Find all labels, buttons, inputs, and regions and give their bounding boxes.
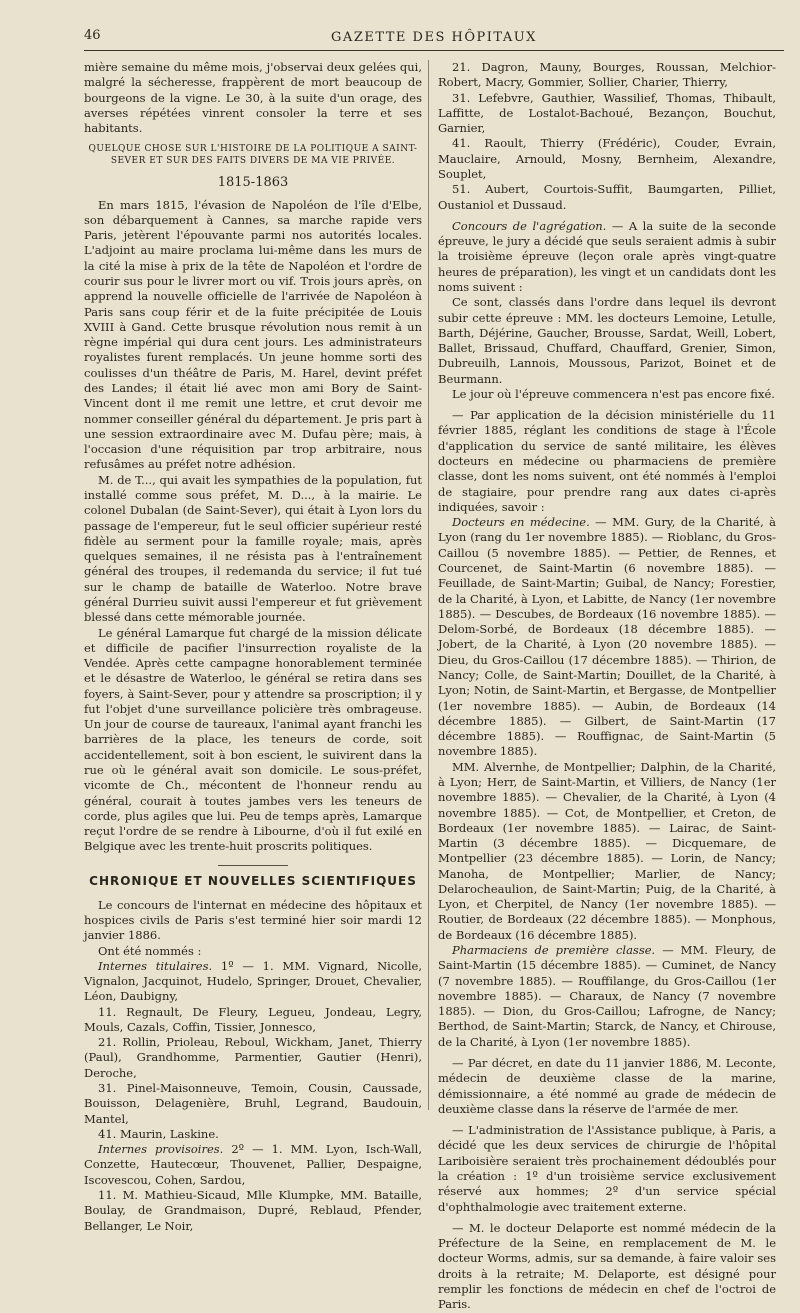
news-text: — MM. Gury, de la Charité, à Lyon (rang du 1er novembre 1885). — Rioblanc, du Gros-Caillou (5 novembre 1885). — Pettier, de Rennes, et Courcenet, de Saint-Martin (6 novembre 1885). — Feuillade, de Saint-Martin; Guibal, de Nancy; Forestier, de la Charité, à Lyon, et Labitte, de Nancy (1er novembre 1885). — Descubes, de Bordeaux (16 novembre 1885). — Delom-Sorbé, de Bordeaux (18 décembre 1885). — Jobert, de la Charité, à Lyon (20 novembre 1885). — Dieu, du Gros-Caillou (17 décembre 1885). — Thirion, de Nancy; Colle, de Saint-Martin; Douillet, de la Charité, à Lyon; Notin, de Saint-Martin, et Bergasse, de Montpellier (1er novembre 1885). — Aubin, de Bordeaux (14 décembre 1885). — Gilbert, de Saint-Martin (17 décembre 1885). — Rouffignac, de Saint-Martin (5 novembre 1885). <box>438 515 776 759</box>
right-column <box>438 60 776 1312</box>
news-item: — L'administration de l'Assistance publique, à Paris, a décidé que les deux services de chirurgie de l'hôpital Lariboisière seraient très prochainement dédoublés pour la création : 1º d'un troisième service exclusivement réservé aux hommes; 2º d'un service spécial d'ophthalmologie avec traitement externe. <box>438 1123 776 1214</box>
list-entry: 21. Rollin, Prioleau, Reboul, Wickham, Janet, Thierry (Paul), Grandhomme, Parmentier, Gautier (Henri), Deroche, <box>84 1035 422 1080</box>
list-entry: 11. Regnault, De Fleury, Legueu, Jondeau, Legry, Mouls, Cazals, Coffin, Tissier, Jonnesco, <box>84 1004 422 1034</box>
journal-title: GAZETTE DES HÔPITAUX <box>331 30 537 45</box>
column-rule <box>428 60 429 1110</box>
paragraph: M. de T..., qui avait les sympathies de la population, fut installé comme sous préfet, M. D..., à la mairie. Le colonel Dubalan (de Saint-Sever), qui était à Lyon lors du passage de l'empereur, fut le seul officier supérieur resté fidèle au serment pour la famille royale; mais, après quelques semaines, il ne résista pas à l'entraînement général des troupes, il redemanda du service; il fut tué sur le champ de bataille de Waterloo. Notre brave général Durrieu suivit aussi l'empereur et fut grièvement blessé dans cette mémorable journée. <box>84 472 422 625</box>
section-years: 1815-1863 <box>217 175 289 191</box>
news-item: — M. le docteur Delaporte est nommé médecin de la Préfecture de la Seine, en remplacement de M. le docteur Worms, admis, sur sa demande, à faire valoir ses droits à la retraite; M. Delaporte, est désigné pour remplir les fonctions de médecin en chef de l'octroi de Paris. <box>438 1220 776 1312</box>
list-entry <box>84 959 422 1005</box>
left-column <box>84 60 423 1233</box>
list-entry: 31. Lefebvre, Gauthier, Wassilief, Thomas, Thibault, Laffitte, de Lostalot-Bachoué, Bezançon, Bouchut, Garnier, <box>438 90 776 136</box>
list-entry: 31. Pinel-Maisonneuve, Temoin, Cousin, Caussade, Bouisson, Delagenière, Bruhl, Legrand, Baudouin, Mantel, <box>84 1081 422 1126</box>
news-text: — MM. Fleury, de Saint-Martin (15 décembre 1885). — Cuminet, de Nancy (7 novembre 1885). — Rouffilange, du Gros-Caillou (1er novembre 1885). — Charaux, de Nancy (7 novembre 1885). — Dion, du Gros-Caillou; Lafrogne, de Nancy; Berthod, de Saint-Martin; Starck, de Nancy, et Chirouse, de la Charité, à Lyon (1er novembre 1885). <box>438 943 776 1049</box>
news-item: — Par décret, en date du 11 janvier 1886, M. Leconte, médecin de deuxième classe de la marine, démissionnaire, a été nommé au grade de médecin de deuxième classe dans la réserve de l'armée de mer. <box>438 1056 776 1116</box>
news-text: — A la suite de la seconde épreuve, le jury a décidé que seuls seraient admis à subir la troisième épreuve (leçon orale après vingt-quatre heures de préparation), les vingt et un candidats dont les noms suivent : <box>438 218 776 294</box>
section-divider <box>218 865 288 866</box>
chronique-heading: CHRONIQUE ET NOUVELLES SCIENTIFIQUES <box>89 873 417 888</box>
paragraph: En mars 1815, l'évasion de Napoléon de l'île d'Elbe, son débarquement à Cannes, sa marche rapide vers Paris, jetèrent l'épouvante parmi nos autorités locales. L'adjoint au maire proclama lui-même dans les murs de la cité la mise à prix de la tête de Napoléon et l'ordre de courir sus pour le livrer mort ou vif. Trois jours après, on apprend la nouvelle officielle de l'arrivée de Napoléon à Paris sans coup férir et de la fuite précipitée de Louis XVIII à Gand. Cette brusque révolution nous remit à un règne impérial qui dura cent jours. Les administrateurs royalistes furent remplacés. Un jeune homme sorti des coulisses d'un théâtre de Paris, M. Harel, devint préfet des Landes; il était lié avec mon ami Bory de Saint-Vincent dont il me remit une lettre, et crut devoir me nommer conseiller général du département. Je pris part à une session extraordinaire avec M. Dufau père; mais, à l'occasion d'une réquisition par trop arbitraire, nous refusâmes au préfet notre adhésion. <box>84 197 422 472</box>
news-label: Pharmaciens de première classe. <box>452 943 656 958</box>
news-item: — Par application de la décision ministérielle du 11 février 1885, réglant les conditions de stage à l'École d'application du service de santé militaire, les élèves docteurs en médecine ou pharmaciens de première classe, dont les noms suivent, ont été nommés à l'emploi de stagiaire, pour prendre rang aux dates ci-après indiquées, savoir : <box>438 408 776 514</box>
list-entry: 21. Dagron, Mauny, Bourges, Roussan, Melchior-Robert, Macry, Gommier, Sollier, Charier, Thierry, <box>438 60 776 90</box>
section-subheading: QUELQUE CHOSE SUR L'HISTOIRE DE LA POLITIQUE A SAINT-SEVER ET SUR DES FAITS DIVERS DE MA VIE PRIVÉE. <box>88 144 418 167</box>
entry-text: 2º — 1. MM. Lyon, Isch-Wall, Conzette, Hautecœur, Thouvenet, Pallier, Despaigne, Iscovescou, Cohen, Sardou, <box>84 1142 423 1187</box>
list-entry: 41. Raoult, Thierry (Frédéric), Couder, Evrain, Mauclaire, Arnould, Mosny, Bernheim, Alexandre, Souplet, <box>438 136 776 181</box>
paragraph: Ce sont, classés dans l'ordre dans lequel ils devront subir cette épreuve : MM. les docteurs Lemoine, Letulle, Barth, Déjérine, Gaucher, Brousse, Sardat, Weill, Lobert, Ballet, Brissaud, Chuffard, Chauffard, Grenier, Simon, Dubreuilh, Lannois, Moussous, Parizot, Boinet et de Beurmann. <box>438 295 776 386</box>
paragraph: mière semaine du même mois, j'observai deux gelées qui, malgré la sécheresse, frappèrent de mort beaucoup de bourgeons de la vigne. Le 30, à la suite d'un orage, des averses répétées vinrent consoler la terre et ses habitants. <box>84 60 422 136</box>
news-item <box>438 515 776 760</box>
entry-label: Internes provisoires. <box>98 1142 224 1157</box>
list-entry: 11. M. Mathieu-Sicaud, Mlle Klumpke, MM. Bataille, Boulay, de Grandmaison, Dupré, Reblaud, Pfender, Bellanger, Le Noir, <box>84 1188 422 1233</box>
news-label: Docteurs en médecine. <box>452 515 590 530</box>
paragraph: Le général Lamarque fut chargé de la mission délicate et difficile de pacifier l'insurrection royaliste de la Vendée. Après cette campagne honorablement terminée et le désastre de Waterloo, le général se retira dans ses foyers, à Saint-Sever, pour y attendre sa proscription; il y fut l'objet d'une surveillance policière très ombrageuse. Un jour de course de taureaux, l'animal ayant franchi les barrières de la place, les teneurs de corde, soit accidentellement, soit à bon escient, le suivirent dans la rue où le général avait son domicile. Le sous-préfet, vicomte de Ch., mécontent de l'honneur rendu au général, courait à toutes jambes vers les teneurs de corde, plus agiles que lui. Peu de temps après, Lamarque reçut l'ordre de se rendre à Libourne, d'où il fut exilé en Belgique avec les trente-huit proscrits politiques. <box>84 625 422 854</box>
news-label: Concours de l'agrégation. <box>452 218 607 233</box>
running-header <box>84 28 784 51</box>
entry-text: 1º — 1. MM. Vignard, Nicolle, Vignalon, Jacquinot, Hudelo, Springer, Drouet, Chevalier, Léon, Daubigny, <box>84 958 422 1004</box>
list-entry <box>84 1142 422 1188</box>
paragraph: Ont été nommés : <box>98 943 202 958</box>
paragraph: Le jour où l'épreuve commencera n'est pas encore fixé. <box>452 386 775 401</box>
list-entry: 51. Aubert, Courtois-Suffit, Baumgarten, Pilliet, Oustaniol et Dussaud. <box>438 182 776 212</box>
paragraph: MM. Alvernhe, de Montpellier; Dalphin, de la Charité, à Lyon; Herr, de Saint-Martin, et Villiers, de Nancy (1er novembre 1885). — Chevalier, de la Charité, à Lyon (4 novembre 1885). — Cot, de Montpellier, et Creton, de Bordeaux (1er novembre 1885). — Lairac, de Saint-Martin (3 décembre 1885). — Dicquemare, de Montpellier (23 décembre 1885). — Lorin, de Nancy; Manoha, de Montpellier; Marlier, de Nancy; Delarocheaulion, de Saint-Martin; Puig, de la Charité, à Lyon, et Cherpitel, de Nancy (1er novembre 1885). — Routier, de Bordeaux (22 décembre 1885). — Monphous, de Bordeaux (16 décembre 1885). <box>438 759 776 942</box>
paragraph: Le concours de l'internat en médecine des hôpitaux et hospices civils de Paris s'est terminé hier soir mardi 12 janvier 1886. <box>84 897 422 943</box>
entry-label: Internes titulaires. <box>98 958 213 973</box>
list-entry: 41. Maurin, Laskine. <box>98 1126 219 1141</box>
news-item <box>438 219 776 295</box>
news-item <box>438 943 776 1050</box>
page-number: 46 <box>84 28 101 43</box>
